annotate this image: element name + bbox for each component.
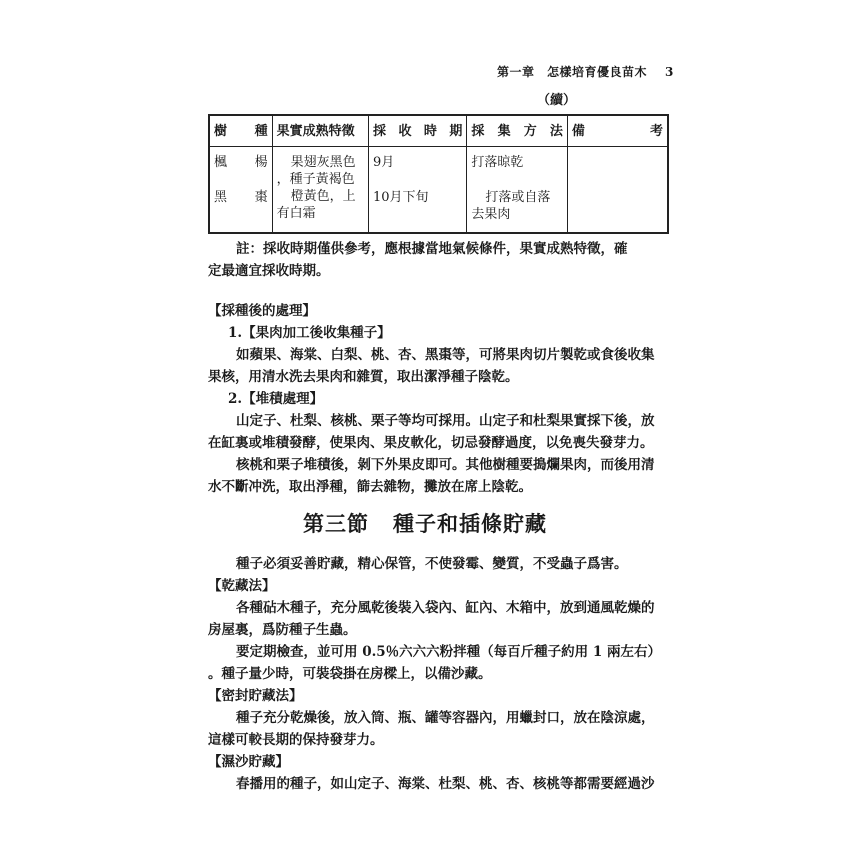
species-fengyang: 楓 楊	[214, 155, 268, 170]
chapter-title: 第一章 怎樣培育優良苗木	[497, 65, 648, 79]
method-cell: 打落晾乾 打落或自落 去果肉	[467, 147, 567, 234]
col-header-period: 採 收 時 期	[368, 115, 466, 147]
period-cell: 9月 10月下旬	[368, 147, 466, 234]
storage-intro: 種子必須妥善貯藏，精心保管，不使發霉、變質，不受蟲子爲害。	[236, 556, 628, 572]
section-heading	[0, 508, 850, 538]
page-number: 3	[665, 65, 674, 79]
post-harvest-section: 【採種後的處理】 1.【果肉加工後收集種子】 如蘋果、海棠、白梨、桃、杏、黑棗等，可將果肉切片製乾或食後收集 果核，用清水洗去果肉和雜質，取出潔淨種子陰乾。 2.【堆積處理】 山定子、杜梨、核桃、栗子等均可採用。山定子和杜梨果實採下後，放 在缸裏或堆積發酵，使果肉、果皮軟化，切忌發酵過度，以免喪失發芽力。 核桃和栗子堆積後，剝下外果皮即可。其他樹種要搗爛果肉，而後用清 水不斷冲洗，取出淨種，篩去雜物，攤放在席上陰乾。	[208, 300, 669, 498]
harvest-table	[208, 114, 669, 234]
col-header-remark: 備 考	[567, 115, 668, 147]
table-header-row	[209, 115, 668, 147]
sealed-storage-heading: 【密封貯藏法】	[208, 688, 303, 704]
remark-cell	[567, 147, 668, 234]
col-header-method: 採 集 方 法	[467, 115, 567, 147]
section-number: 第三節	[303, 512, 369, 536]
table-body-row	[209, 147, 668, 234]
dry-storage-heading: 【乾藏法】	[208, 578, 276, 594]
col-header-feature: 果實成熟特徵	[272, 115, 368, 147]
section-title: 種子和插條貯藏	[393, 512, 547, 536]
sub1-heading: 1.【果肉加工後收集種子】	[228, 325, 391, 341]
sand-storage-heading: 【濕沙貯藏】	[208, 754, 289, 770]
running-header	[497, 63, 674, 80]
feature-cell: 果翅灰黑色 ，種子黃褐色 橙黃色，上 有白霜	[272, 147, 368, 234]
species-cell	[209, 147, 272, 234]
continued-label: （續）	[537, 93, 577, 108]
table-note: 註：採收時期僅供參考，應根據當地氣候條件，果實成熟特徵，確 定最適宜採收時期。	[208, 241, 628, 279]
species-heizao: 黑 棗	[214, 190, 268, 205]
col-header-species: 樹 種	[209, 115, 272, 147]
post-harvest-heading: 【採種後的處理】	[208, 303, 316, 319]
storage-section: 種子必須妥善貯藏，精心保管，不使發霉、變質，不受蟲子爲害。 【乾藏法】 各種砧木種子，充分風乾後裝入袋內、缸內、木箱中，放到通風乾燥的 房屋裏，爲防種子生蟲。 要定期檢查，並可用 0.5％六六六粉拌種（每百斤種子約用 1 兩左右） 。種子量少時，可裝袋掛在房樑上，以備沙藏。 【密封貯藏法】 種子充分乾燥後，放入筒、瓶、罐等容器內，用蠟封口，放在陰涼處， 這樣可較長期的保持發芽力。 【濕沙貯藏】 春播用的種子，如山定子、海棠、杜梨、桃、杏、核桃等都需要經過沙	[208, 553, 669, 795]
sub2-heading: 2.【堆積處理】	[228, 391, 324, 407]
